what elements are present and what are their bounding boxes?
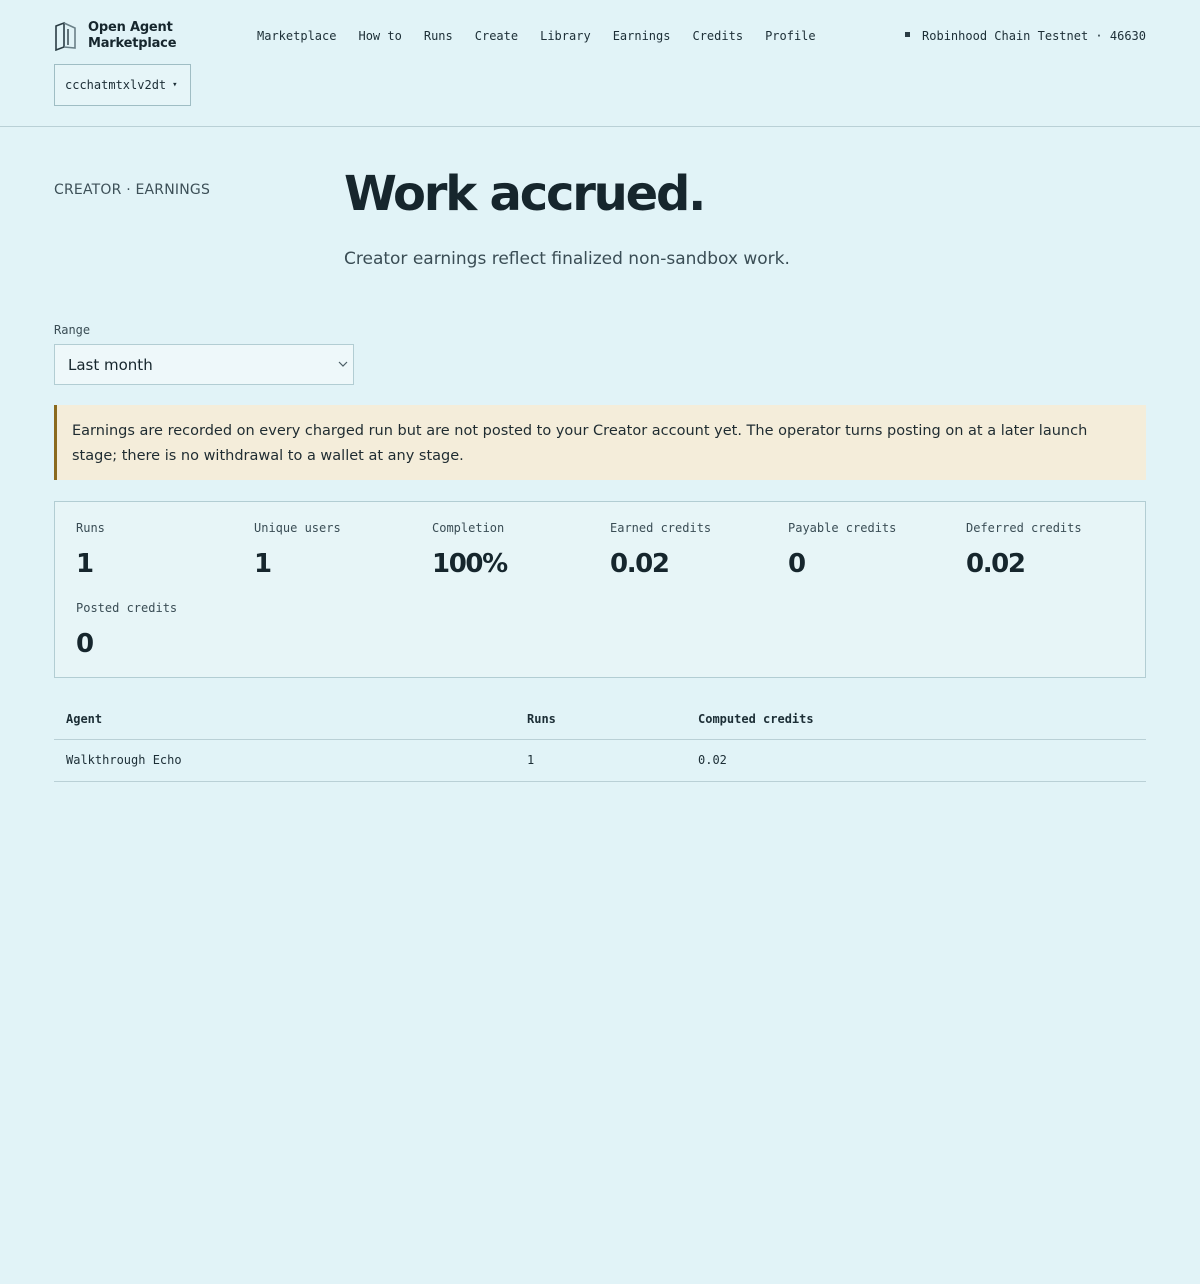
nav-credits[interactable]: Credits <box>692 29 744 43</box>
stats-panel <box>54 501 1146 678</box>
stat-completion <box>432 521 602 579</box>
nav-marketplace[interactable]: Marketplace <box>257 29 337 43</box>
cell-agent: Walkthrough Echo <box>66 753 182 767</box>
book-logo-icon <box>54 21 78 51</box>
chevron-down-icon <box>337 358 349 370</box>
page-subtitle: Creator earnings reflect finalized non-sandbox work. <box>344 249 790 269</box>
stat-value: 100% <box>432 549 507 579</box>
table-row <box>54 740 1146 782</box>
stat-label: Deferred credits <box>966 521 1082 535</box>
page-title: Work accrued. <box>344 166 705 222</box>
range-selected-value: Last month <box>68 355 153 374</box>
brand-line-1: Open Agent <box>88 20 173 35</box>
range-label: Range <box>54 323 91 337</box>
nav-profile[interactable]: Profile <box>765 29 816 43</box>
nav-earnings[interactable]: Earnings <box>612 29 671 43</box>
column-header-agent: Agent <box>66 712 103 726</box>
column-header-runs: Runs <box>527 712 556 726</box>
network-indicator <box>905 29 1146 43</box>
stat-payable-credits <box>788 521 958 579</box>
nav-runs[interactable]: Runs <box>423 29 453 43</box>
stat-runs <box>76 521 246 579</box>
main-nav <box>257 29 838 43</box>
stat-label: Posted credits <box>76 601 178 615</box>
section-eyebrow: CREATOR · EARNINGS <box>54 182 211 198</box>
stat-value: 1 <box>254 549 271 579</box>
stat-value: 0.02 <box>610 549 669 579</box>
stat-value: 0.02 <box>966 549 1025 579</box>
brand-logo[interactable] <box>54 20 176 52</box>
stat-unique-users <box>254 521 424 579</box>
stat-value: 0 <box>76 629 93 659</box>
stat-label: Earned credits <box>610 521 712 535</box>
stat-deferred-credits <box>966 521 1136 579</box>
network-label: Robinhood Chain Testnet · 46630 <box>922 29 1146 43</box>
stat-label: Unique users <box>254 521 341 535</box>
caret-down-icon: ▾ <box>172 80 178 90</box>
network-status-icon <box>905 32 910 37</box>
account-dropdown-button[interactable] <box>54 64 191 106</box>
range-select[interactable] <box>54 344 354 385</box>
top-header <box>0 0 1200 127</box>
stat-posted-credits <box>76 601 246 659</box>
stat-label: Runs <box>76 521 105 535</box>
earnings-notice: Earnings are recorded on every charged run but are not posted to your Creator account yet. The operator turns posting on at a later launch stage; there is no withdrawal to a wallet at any stage. <box>54 405 1146 480</box>
column-header-computed-credits: Computed credits <box>698 712 814 726</box>
nav-create[interactable]: Create <box>474 29 519 43</box>
cell-computed-credits: 0.02 <box>698 753 727 767</box>
brand-name <box>88 20 176 52</box>
stat-label: Completion <box>432 521 505 535</box>
cell-runs: 1 <box>527 753 535 767</box>
table-header-row <box>54 699 1146 740</box>
nav-library[interactable]: Library <box>540 29 591 43</box>
earnings-table <box>54 699 1146 782</box>
account-label: ccchatmtxlv2dt <box>65 78 167 92</box>
stat-label: Payable credits <box>788 521 897 535</box>
nav-how-to[interactable]: How to <box>358 29 402 43</box>
stat-value: 1 <box>76 549 93 579</box>
brand-line-2: Marketplace <box>88 36 177 51</box>
stat-value: 0 <box>788 549 805 579</box>
stat-earned-credits <box>610 521 780 579</box>
